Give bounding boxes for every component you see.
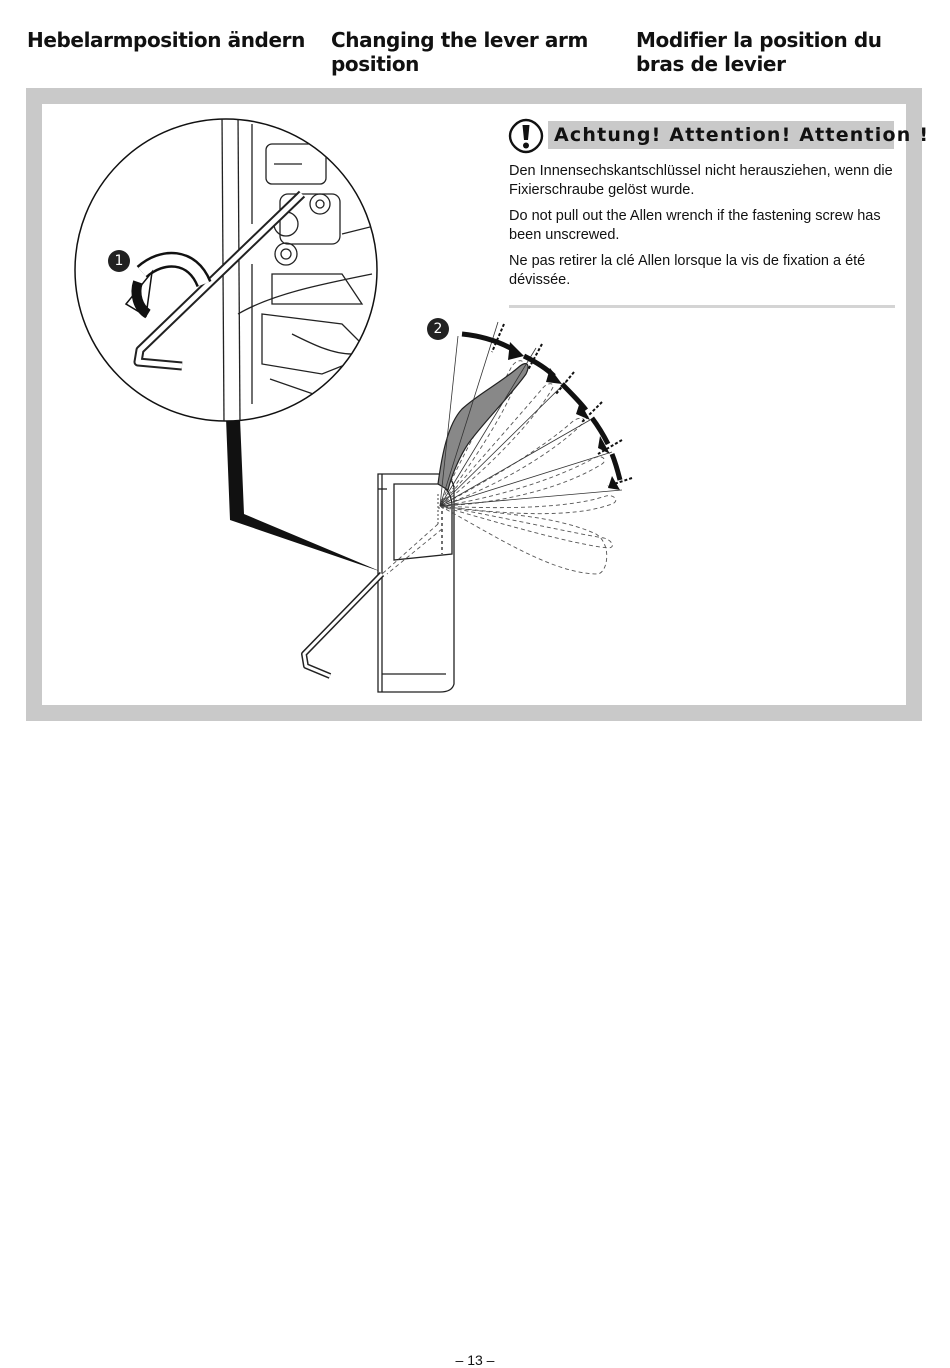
illustration-frame	[26, 88, 930, 721]
warning-text-fr: Ne pas retirer la clé Allen lorsque la vis de fixation a été dévissée.	[509, 253, 866, 288]
step-1-marker: 1	[108, 250, 130, 272]
heading-fr: Modifier la position du bras de levier	[636, 28, 882, 76]
exclamation-icon	[508, 118, 544, 154]
warning-text-en: Do not pull out the Allen wrench if the fastening screw has been unscrewed.	[509, 208, 881, 243]
page-number: – 13 –	[455, 1352, 495, 1368]
illustration-panel	[42, 104, 930, 705]
step-2-marker: 2	[427, 318, 449, 340]
warning-text-de: Den Innensechskantschlüssel nicht herausziehen, wenn die Fixierschraube gelöst wurde.	[509, 163, 893, 198]
heading-en: Changing the lever arm position	[331, 28, 588, 76]
warning-title: Achtung! Attention! Attention !	[548, 121, 894, 149]
heading-de: Hebelarmposition ändern	[27, 28, 305, 52]
warning-divider	[509, 305, 895, 308]
warning-header	[508, 118, 930, 152]
